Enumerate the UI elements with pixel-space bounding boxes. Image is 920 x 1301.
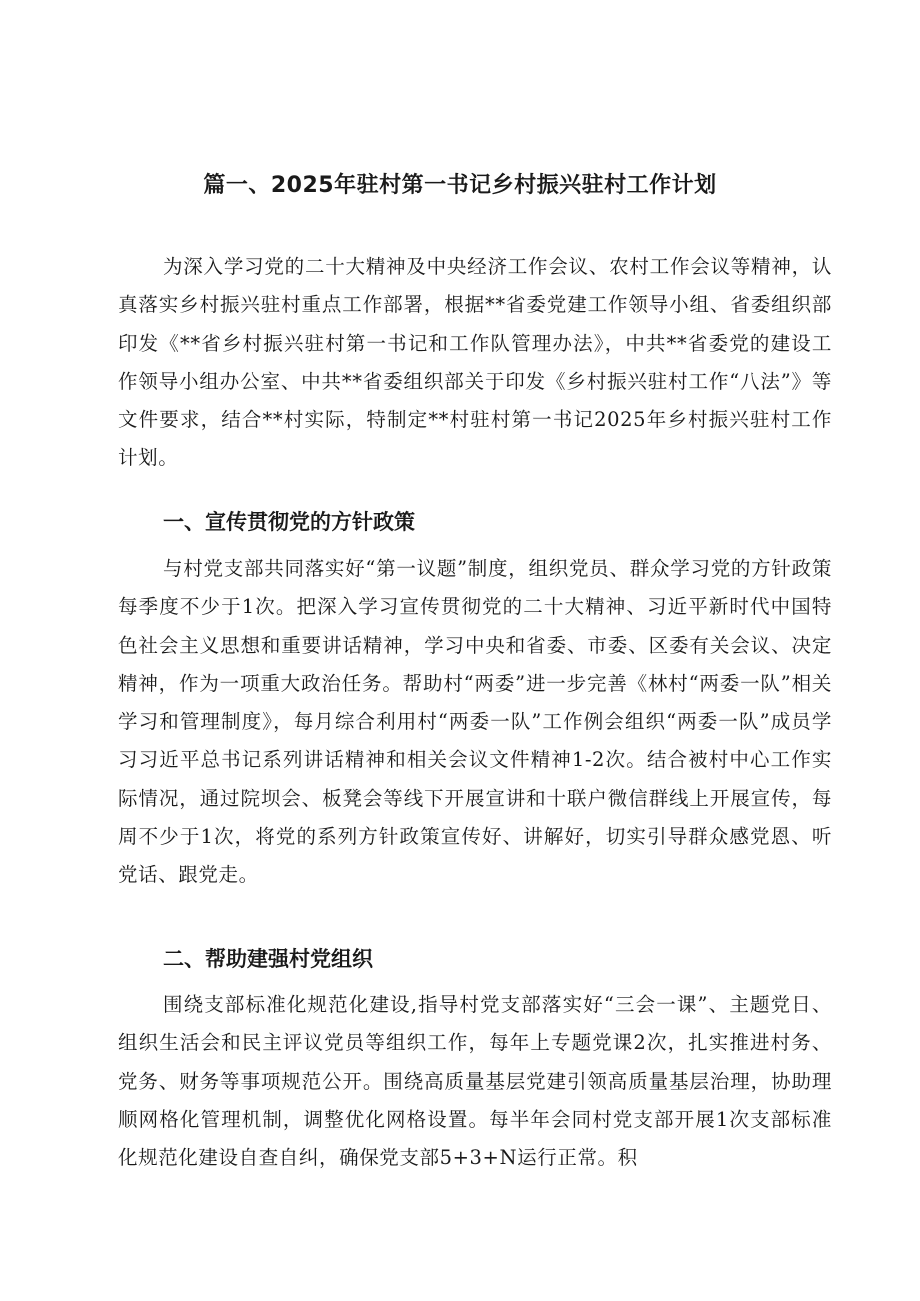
document-title: 篇一、2025年驻村第一书记乡村振兴驻村工作计划 — [203, 172, 717, 198]
section-body-propaganda: 与村党支部共同落实好“第一议题”制度，组织党员、群众学习党的方针政策每季度不少于1次。把深入学习宣传贯彻党的二十大精神、习近平新时代中国特色社会主义思想和重要讲话精神，学习中央和省委、市委、区委有关会议、决定精神，作为一项重大政治任务。帮助村“两委”进一步完善《林村“两委一队”相关学习和管理制度》，每月综合利用村“两委一队”工作例会组织“两委一队”成员学习习近平总书记系列讲话精神和相关会议文件精神1-2次。结合被村中心工作实际情况，通过院坝会、板凳会等线下开展宣讲和十联户微信群线上开展宣传，每周不少于1次，将党的系列方针政策宣传好、讲解好，切实引导群众感党恩、听党话、跟党走。 — [118, 557, 832, 887]
section-body-party-organization: 围绕支部标准化规范化建设,指导村党支部落实好“三会一课”、主题党日、组织生活会和民主评议党员等组织工作，每年上专题党课2次，扎实推进村务、党务、财务等事项规范公开。围绕高质量基层党建引领高质量基层治理，协助理顺网格化管理机制，调整优化网格设置。每半年会同村党支部开展1次支部标准化规范化建设自查自纠，确保党支部5+3+N运行正常。积 — [118, 993, 832, 1170]
section-heading-propaganda: 一、宣传贯彻党的方针政策 — [163, 510, 415, 534]
section-heading-party-organization: 二、帮助建强村党组织 — [163, 947, 373, 971]
intro-paragraph: 为深入学习党的二十大精神及中央经济工作会议、农村工作会议等精神，认真落实乡村振兴驻村重点工作部署，根据**省委党建工作领导小组、省委组织部印发《**省乡村振兴驻村第一书记和工作队管理办法》，中共**省委党的建设工作领导小组办公室、中共**省委组织部关于印发《乡村振兴驻村工作“八法”》等文件要求，结合**村实际，特制定**村驻村第一书记2025年乡村振兴驻村工作计划。 — [118, 255, 832, 470]
